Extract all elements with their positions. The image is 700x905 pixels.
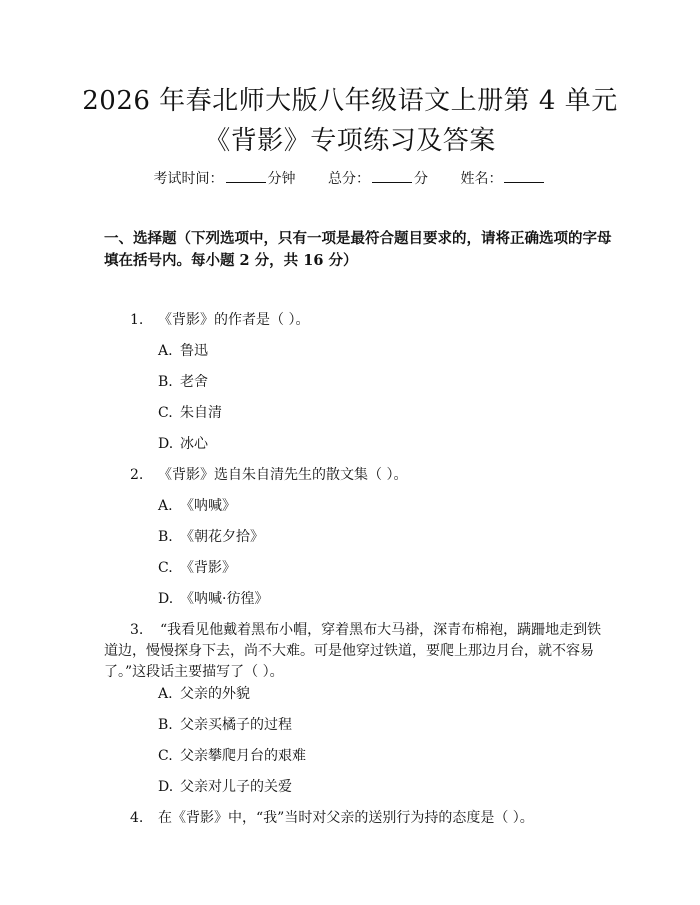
option-text: 老舍 [180, 374, 208, 390]
document-title-line2: 《背影》专项练习及答案 [204, 126, 496, 156]
option-3c[interactable] [158, 746, 306, 766]
exam-time-label: 考试时间： [153, 171, 224, 187]
exam-time-unit: 分钟 [267, 171, 296, 187]
exam-score-unit: 分 [414, 171, 428, 187]
option-letter: A. [158, 498, 173, 514]
option-3a[interactable] [158, 684, 250, 704]
question-stem: 《背影》的作者是（ ）。 [158, 312, 310, 328]
question-stem: 《背影》选自朱自清先生的散文集（ ）。 [158, 467, 408, 483]
option-text: 冰心 [180, 436, 208, 452]
exam-time [154, 168, 296, 189]
student-name-blank[interactable] [504, 168, 544, 183]
option-text: 《呐喊》 [180, 498, 236, 514]
option-letter: C. [158, 405, 173, 421]
option-letter: D. [158, 591, 174, 607]
question-number: 3. [130, 622, 144, 638]
document-title-line1: 2026 年春北师大版八年级语文上册第 4 单元 [82, 86, 618, 116]
option-2a[interactable] [158, 496, 236, 516]
option-letter: B. [158, 529, 173, 545]
option-letter: D. [158, 436, 174, 452]
option-1c[interactable] [158, 403, 222, 423]
option-letter: B. [158, 374, 173, 390]
question-stem-line3: 了。”这段话主要描写了（ ）。 [104, 664, 284, 680]
question-number: 4. [130, 810, 144, 826]
student-name [460, 168, 546, 189]
section-heading-line1: 一、选择题（下列选项中，只有一项是最符合题目要求的，请将正确选项的字母 [104, 230, 612, 247]
option-3d[interactable] [158, 777, 292, 797]
question-stem-line1: “我看见他戴着黑布小帽，穿着黑布大马褂，深青布棉袍，蹒跚地走到铁 [160, 622, 602, 638]
option-letter: B. [158, 717, 173, 733]
option-letter: A. [158, 686, 173, 702]
option-1a[interactable] [158, 341, 208, 361]
option-3b[interactable] [158, 715, 292, 735]
question-stem: 在《背影》中，“我”当时对父亲的送别行为持的态度是（ ）。 [158, 810, 534, 826]
option-text: 父亲的外貌 [180, 686, 250, 702]
question-number: 1. [130, 312, 144, 328]
option-text: 《背影》 [180, 560, 236, 576]
option-2b[interactable] [158, 527, 264, 547]
option-1d[interactable] [158, 434, 208, 454]
exam-meta [0, 168, 700, 189]
section-heading-line2: 填在括号内。每小题 2 分，共 16 分） [104, 252, 358, 269]
exam-score-blank[interactable] [372, 168, 412, 183]
exam-score [328, 168, 428, 189]
option-text: 父亲攀爬月台的艰难 [180, 748, 306, 764]
exam-time-blank[interactable] [226, 168, 266, 183]
option-text: 鲁迅 [180, 343, 208, 359]
question-stem-line2: 道边，慢慢探身下去，尚不大难。可是他穿过铁道，要爬上那边月台，就不容易 [104, 643, 594, 659]
option-1b[interactable] [158, 372, 208, 392]
option-letter: D. [158, 779, 174, 795]
option-text: 父亲买橘子的过程 [180, 717, 292, 733]
option-text: 朱自清 [180, 405, 222, 421]
student-name-label: 姓名： [460, 171, 503, 187]
question-number: 2. [130, 467, 144, 483]
option-text: 父亲对儿子的关爱 [180, 779, 292, 795]
option-2d[interactable] [158, 589, 268, 609]
exam-score-label: 总分： [328, 171, 370, 187]
option-2c[interactable] [158, 558, 236, 578]
option-letter: C. [158, 560, 173, 576]
option-letter: C. [158, 748, 173, 764]
option-text: 《朝花夕拾》 [180, 529, 264, 545]
option-text: 《呐喊·彷徨》 [180, 591, 269, 607]
option-letter: A. [158, 343, 173, 359]
